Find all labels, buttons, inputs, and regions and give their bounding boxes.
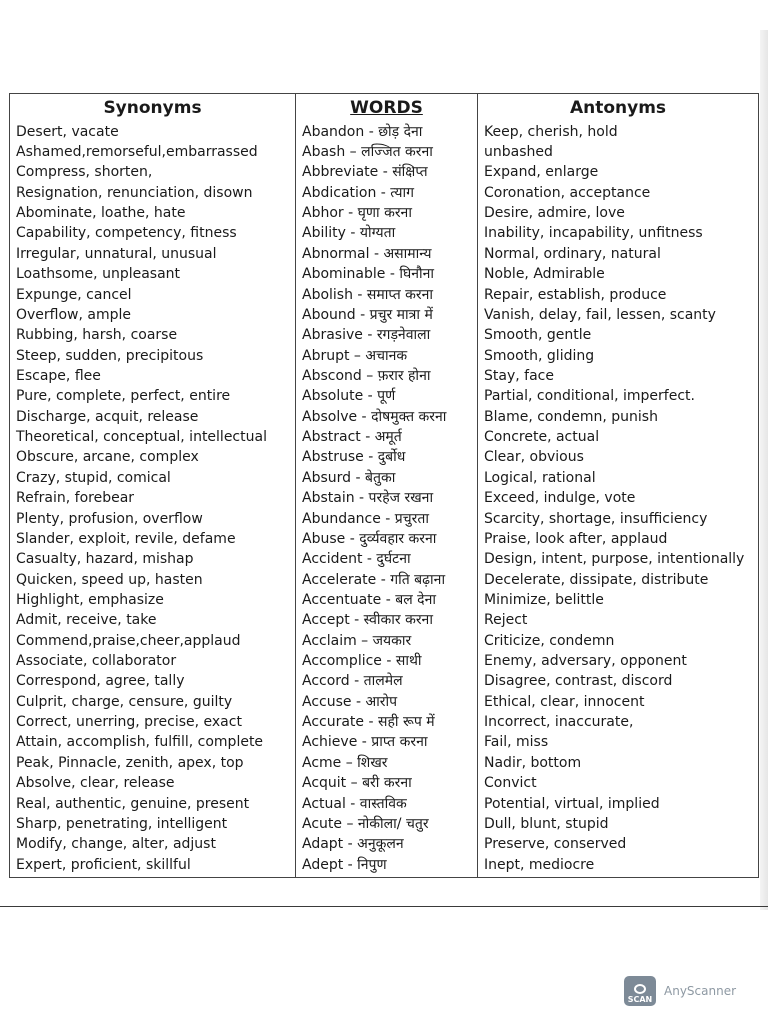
synonym-cell: Steep, sudden, precipitous xyxy=(10,346,296,366)
word-cell: Accord - तालमेल xyxy=(296,672,478,692)
word-cell: Abstract - अमूर्त xyxy=(296,427,478,447)
synonym-cell: Refrain, forebear xyxy=(10,488,296,508)
synonym-cell: Real, authentic, genuine, present xyxy=(10,794,296,814)
antonym-cell: unbashed xyxy=(478,142,759,162)
word-cell: Acute – नोकीला/ चतुर xyxy=(296,814,478,834)
table-row xyxy=(10,651,759,671)
synonym-cell: Crazy, stupid, comical xyxy=(10,468,296,488)
table-row xyxy=(10,529,759,549)
synonym-cell: Ashamed,remorseful,embarrassed xyxy=(10,142,296,162)
page-bottom-rule xyxy=(0,906,768,907)
word-cell: Abbreviate - संक्षिप्त xyxy=(296,163,478,183)
synonym-cell: Theoretical, conceptual, intellectual xyxy=(10,427,296,447)
vocabulary-table-body xyxy=(10,122,759,878)
antonym-cell: Reject xyxy=(478,611,759,631)
antonym-cell: Desire, admire, love xyxy=(478,203,759,223)
word-cell: Abound - प्रचुर मात्रा में xyxy=(296,305,478,325)
synonym-cell: Expunge, cancel xyxy=(10,285,296,305)
antonym-cell: Exceed, indulge, vote xyxy=(478,488,759,508)
word-cell: Accelerate - गति बढ़ाना xyxy=(296,570,478,590)
antonym-cell: Fail, miss xyxy=(478,733,759,753)
word-cell: Abdication - त्याग xyxy=(296,183,478,203)
table-row xyxy=(10,590,759,610)
synonym-cell: Irregular, unnatural, unusual xyxy=(10,244,296,264)
antonym-cell: Convict xyxy=(478,774,759,794)
synonym-cell: Pure, complete, perfect, entire xyxy=(10,387,296,407)
table-row xyxy=(10,183,759,203)
table-row xyxy=(10,346,759,366)
synonym-cell: Highlight, emphasize xyxy=(10,590,296,610)
word-cell: Abstain - परहेज रखना xyxy=(296,488,478,508)
antonym-cell: Criticize, condemn xyxy=(478,631,759,651)
scanner-watermark xyxy=(624,976,736,1006)
antonym-cell: Disagree, contrast, discord xyxy=(478,672,759,692)
antonym-cell: Vanish, delay, fail, lessen, scanty xyxy=(478,305,759,325)
synonym-cell: Loathsome, unpleasant xyxy=(10,265,296,285)
synonym-cell: Absolve, clear, release xyxy=(10,774,296,794)
table-row xyxy=(10,509,759,529)
antonym-cell: Blame, condemn, punish xyxy=(478,407,759,427)
synonym-cell: Culprit, charge, censure, guilty xyxy=(10,692,296,712)
synonym-cell: Slander, exploit, revile, defame xyxy=(10,529,296,549)
antonym-cell: Ethical, clear, innocent xyxy=(478,692,759,712)
antonym-cell: Noble, Admirable xyxy=(478,265,759,285)
word-cell: Abundance - प्रचुरता xyxy=(296,509,478,529)
synonyms-header: Synonyms xyxy=(10,94,296,123)
synonym-cell: Escape, flee xyxy=(10,366,296,386)
synonym-cell: Rubbing, harsh, coarse xyxy=(10,326,296,346)
antonym-cell: Keep, cherish, hold xyxy=(478,122,759,142)
word-cell: Abnormal - असामान्य xyxy=(296,244,478,264)
antonym-cell: Dull, blunt, stupid xyxy=(478,814,759,834)
word-cell: Accomplice - साथी xyxy=(296,651,478,671)
synonym-cell: Commend,praise,cheer,applaud xyxy=(10,631,296,651)
synonym-cell: Compress, shorten, xyxy=(10,163,296,183)
synonym-cell: Peak, Pinnacle, zenith, apex, top xyxy=(10,753,296,773)
scan-logo-icon xyxy=(624,976,656,1006)
table-row xyxy=(10,611,759,631)
word-cell: Abstruse - दुर्बोध xyxy=(296,448,478,468)
word-cell: Accurate - सही रूप में xyxy=(296,712,478,732)
antonym-cell: Inability, incapability, unfitness xyxy=(478,224,759,244)
table-row xyxy=(10,265,759,285)
antonyms-header: Antonyms xyxy=(478,94,759,123)
antonym-cell: Smooth, gentle xyxy=(478,326,759,346)
word-cell: Abuse - दुर्व्यवहार करना xyxy=(296,529,478,549)
antonym-cell: Enemy, adversary, opponent xyxy=(478,651,759,671)
antonym-cell: Repair, establish, produce xyxy=(478,285,759,305)
scan-logo-text: SCAN xyxy=(627,995,653,1004)
table-row xyxy=(10,733,759,753)
word-cell: Acquit – बरी करना xyxy=(296,774,478,794)
table-row xyxy=(10,672,759,692)
word-cell: Abhor - घृणा करना xyxy=(296,203,478,223)
word-cell: Acclaim – जयकार xyxy=(296,631,478,651)
antonym-cell: Expand, enlarge xyxy=(478,163,759,183)
antonym-cell: Inept, mediocre xyxy=(478,855,759,878)
synonym-cell: Capability, competency, fitness xyxy=(10,224,296,244)
table-row xyxy=(10,814,759,834)
synonym-cell: Casualty, hazard, mishap xyxy=(10,550,296,570)
table-row xyxy=(10,224,759,244)
word-cell: Abrupt – अचानक xyxy=(296,346,478,366)
vocabulary-table xyxy=(9,93,759,878)
antonym-cell: Smooth, gliding xyxy=(478,346,759,366)
synonym-cell: Desert, vacate xyxy=(10,122,296,142)
table-row xyxy=(10,163,759,183)
table-row xyxy=(10,692,759,712)
antonym-cell: Potential, virtual, implied xyxy=(478,794,759,814)
table-row xyxy=(10,631,759,651)
antonym-cell: Decelerate, dissipate, distribute xyxy=(478,570,759,590)
word-cell: Accident - दुर्घटना xyxy=(296,550,478,570)
table-row xyxy=(10,712,759,732)
table-row xyxy=(10,326,759,346)
word-cell: Accept - स्वीकार करना xyxy=(296,611,478,631)
table-row xyxy=(10,570,759,590)
word-cell: Accentuate - बल देना xyxy=(296,590,478,610)
word-cell: Acme – शिखर xyxy=(296,753,478,773)
antonym-cell: Nadir, bottom xyxy=(478,753,759,773)
word-cell: Abominable - घिनौना xyxy=(296,265,478,285)
synonym-cell: Correct, unerring, precise, exact xyxy=(10,712,296,732)
word-cell: Abscond – फ़रार होना xyxy=(296,366,478,386)
table-row xyxy=(10,305,759,325)
table-row xyxy=(10,142,759,162)
word-cell: Abash – लज्जित करना xyxy=(296,142,478,162)
antonym-cell: Praise, look after, applaud xyxy=(478,529,759,549)
word-cell: Abolish - समाप्त करना xyxy=(296,285,478,305)
word-cell: Ability - योग्यता xyxy=(296,224,478,244)
table-row xyxy=(10,448,759,468)
antonym-cell: Coronation, acceptance xyxy=(478,183,759,203)
word-cell: Adept - निपुण xyxy=(296,855,478,878)
word-cell: Absolve - दोषमुक्त करना xyxy=(296,407,478,427)
synonym-cell: Associate, collaborator xyxy=(10,651,296,671)
antonym-cell: Normal, ordinary, natural xyxy=(478,244,759,264)
table-row xyxy=(10,794,759,814)
table-row xyxy=(10,122,759,142)
antonym-cell: Stay, face xyxy=(478,366,759,386)
synonym-cell: Attain, accomplish, fulfill, complete xyxy=(10,733,296,753)
table-row xyxy=(10,550,759,570)
words-header: WORDS xyxy=(296,94,478,123)
word-cell: Abandon - छोड़ देना xyxy=(296,122,478,142)
antonym-cell: Preserve, conserved xyxy=(478,835,759,855)
table-row xyxy=(10,753,759,773)
synonym-cell: Discharge, acquit, release xyxy=(10,407,296,427)
antonym-cell: Clear, obvious xyxy=(478,448,759,468)
word-cell: Absolute - पूर्ण xyxy=(296,387,478,407)
synonym-cell: Sharp, penetrating, intelligent xyxy=(10,814,296,834)
antonym-cell: Design, intent, purpose, intentionally xyxy=(478,550,759,570)
antonym-cell: Logical, rational xyxy=(478,468,759,488)
word-cell: Actual - वास्तविक xyxy=(296,794,478,814)
synonym-cell: Overflow, ample xyxy=(10,305,296,325)
table-row xyxy=(10,855,759,878)
table-row xyxy=(10,427,759,447)
synonym-cell: Resignation, renunciation, disown xyxy=(10,183,296,203)
synonym-cell: Correspond, agree, tally xyxy=(10,672,296,692)
synonym-cell: Obscure, arcane, complex xyxy=(10,448,296,468)
antonym-cell: Concrete, actual xyxy=(478,427,759,447)
synonym-cell: Plenty, profusion, overflow xyxy=(10,509,296,529)
scanner-name: AnyScanner xyxy=(664,984,737,998)
synonym-cell: Abominate, loathe, hate xyxy=(10,203,296,223)
table-header-row xyxy=(10,94,759,123)
word-cell: Achieve - प्राप्त करना xyxy=(296,733,478,753)
page-edge-shadow xyxy=(760,30,768,910)
antonym-cell: Minimize, belittle xyxy=(478,590,759,610)
table-row xyxy=(10,366,759,386)
table-row xyxy=(10,488,759,508)
word-cell: Accuse - आरोप xyxy=(296,692,478,712)
synonym-cell: Admit, receive, take xyxy=(10,611,296,631)
word-cell: Abrasive - रगड़नेवाला xyxy=(296,326,478,346)
word-cell: Adapt - अनुकूलन xyxy=(296,835,478,855)
table-row xyxy=(10,244,759,264)
synonym-cell: Quicken, speed up, hasten xyxy=(10,570,296,590)
table-row xyxy=(10,835,759,855)
table-row xyxy=(10,285,759,305)
table-row xyxy=(10,203,759,223)
word-cell: Absurd - बेतुका xyxy=(296,468,478,488)
synonym-cell: Expert, proficient, skillful xyxy=(10,855,296,878)
table-row xyxy=(10,407,759,427)
antonym-cell: Incorrect, inaccurate, xyxy=(478,712,759,732)
table-row xyxy=(10,774,759,794)
antonym-cell: Scarcity, shortage, insufficiency xyxy=(478,509,759,529)
antonym-cell: Partial, conditional, imperfect. xyxy=(478,387,759,407)
synonym-cell: Modify, change, alter, adjust xyxy=(10,835,296,855)
table-row xyxy=(10,468,759,488)
table-row xyxy=(10,387,759,407)
